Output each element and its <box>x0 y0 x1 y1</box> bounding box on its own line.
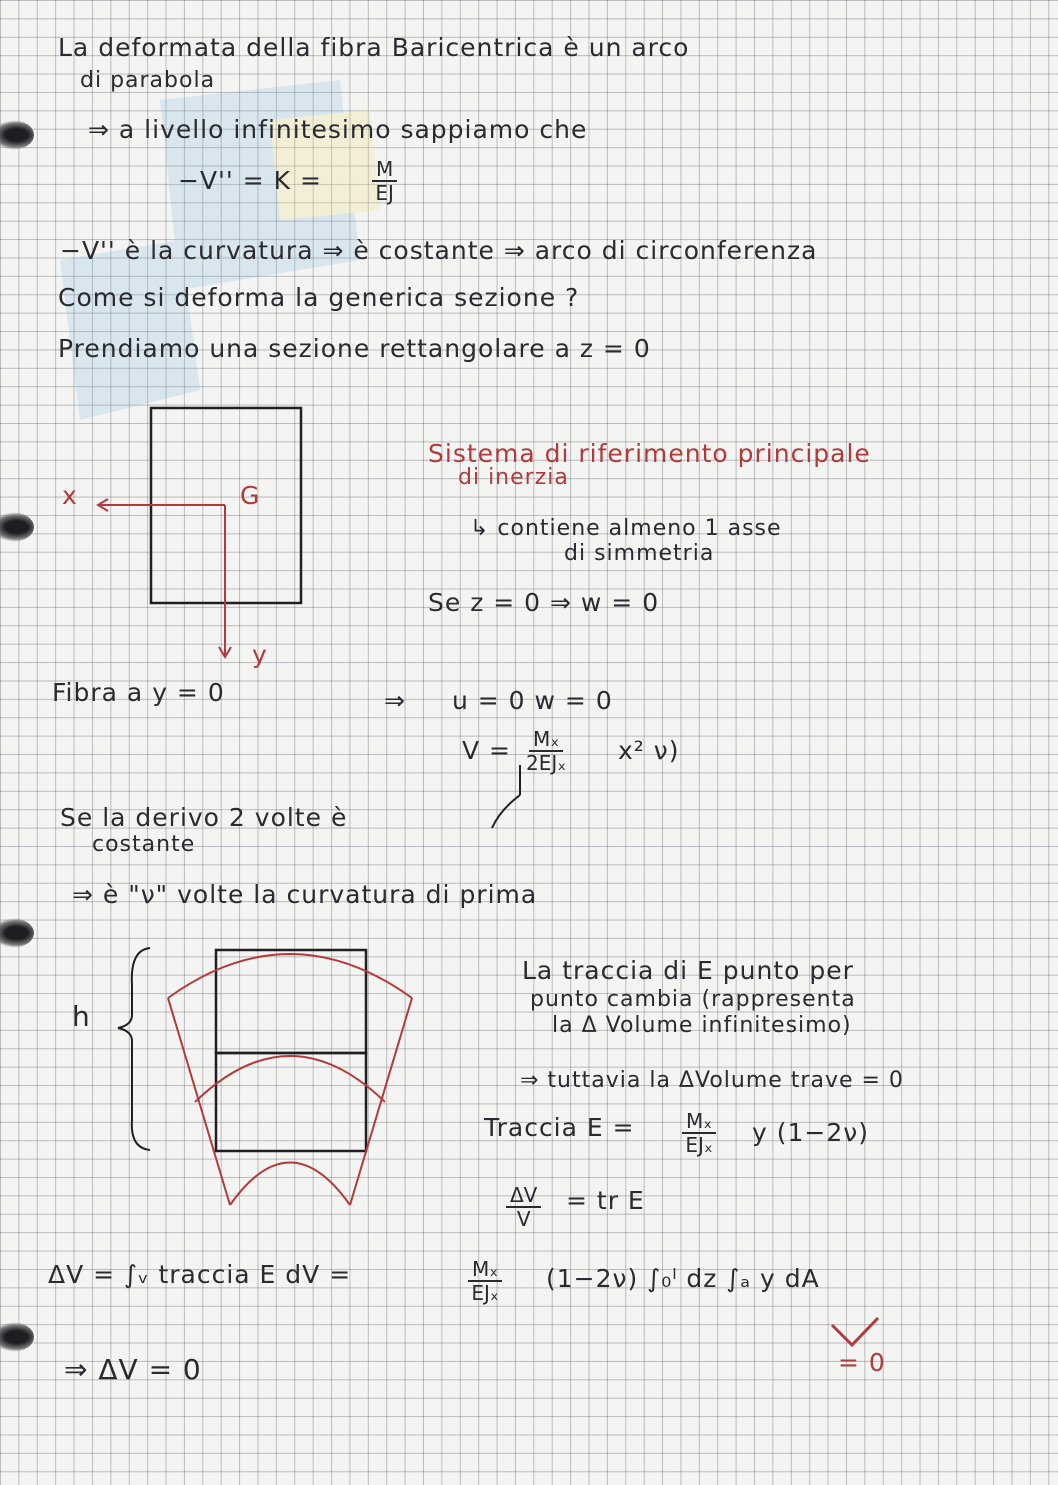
deformed-left-side <box>168 998 230 1205</box>
height-label: h <box>72 1000 91 1033</box>
reference-note-1: Sistema di riferimento principale <box>428 439 871 468</box>
deformed-top-arc <box>168 954 412 998</box>
final-eq-denominator: EJₓ <box>471 1281 499 1305</box>
v-formula-lhs: V = <box>462 736 511 765</box>
final-result: ⇒ ΔV = 0 <box>64 1353 202 1386</box>
x-axis-label: x <box>62 481 78 510</box>
derivative-note-2: costante <box>92 832 196 857</box>
fibra-lhs: Fibra a y = 0 <box>52 678 225 707</box>
trace-lhs: Traccia E = <box>484 1113 635 1142</box>
symmetry-note-2: di simmetria <box>564 541 715 566</box>
height-brace-icon <box>118 948 150 1150</box>
y-axis-label: y <box>252 640 268 669</box>
v-formula-denominator: 2EJₓ <box>526 751 567 775</box>
trace-note-1: La traccia di E punto per <box>522 956 854 985</box>
text-line-2: ⇒ a livello infinitesimo sappiamo che <box>88 115 588 144</box>
trace-note-4: ⇒ tuttavia la ΔVolume trave = 0 <box>520 1068 904 1093</box>
derivative-note-3: ⇒ è "ν" volte la curvatura di prima <box>72 880 538 909</box>
centroid-label: G <box>240 481 261 510</box>
dv-fraction <box>506 1184 541 1230</box>
reference-note-2: di inerzia <box>458 465 569 490</box>
fibra-rhs: u = 0 w = 0 <box>452 686 613 715</box>
derivative-arrow-icon <box>492 795 520 828</box>
beam-segment-bottom <box>216 1053 366 1151</box>
text-line-1b: di parabola <box>80 68 216 93</box>
text-line-6: Prendiamo una sezione rettangolare a z = 0 <box>58 334 651 363</box>
deformed-middle-arc <box>195 1056 385 1102</box>
text-line-1: La deformata della fibra Baricentrica è un arco <box>58 33 690 62</box>
trace-note-3: la Δ Volume infinitesimo) <box>552 1013 852 1038</box>
derivative-note-1: Se la derivo 2 volte è <box>60 803 348 832</box>
trace-numerator: Mₓ <box>682 1110 716 1134</box>
v-formula-fraction <box>526 728 566 774</box>
final-eq-fraction <box>468 1258 502 1304</box>
curvature-numerator: M <box>372 158 397 182</box>
check-mark-icon <box>832 1318 878 1345</box>
fibra-arrow: ⇒ <box>384 686 406 715</box>
symmetry-note-1: ↳ contiene almeno 1 asse <box>470 516 782 541</box>
text-line-4: −V'' è la curvatura ⇒ è costante ⇒ arco di circonferenza <box>60 236 818 265</box>
trace-note-2: punto cambia (rappresenta <box>530 987 856 1012</box>
dv-numerator: ΔV <box>506 1184 541 1208</box>
dv-denominator: V <box>516 1207 531 1231</box>
trace-fraction <box>682 1110 716 1156</box>
text-line-5: Come si deforma la generica sezione ? <box>58 283 580 312</box>
trace-denominator: EJₓ <box>685 1133 713 1157</box>
final-eq-tail: (1−2ν) ∫₀ˡ dz ∫ₐ y dA <box>546 1264 820 1293</box>
z-condition: Se z = 0 ⇒ w = 0 <box>428 588 660 617</box>
final-eq-numerator: Mₓ <box>468 1258 502 1282</box>
dv-tail: = tr E <box>566 1186 645 1215</box>
deformed-bottom-arc <box>230 1163 350 1206</box>
deformed-right-side <box>350 998 412 1205</box>
final-eq-lhs: ΔV = ∫ᵥ traccia E dV = <box>48 1260 352 1289</box>
curvature-denominator: EJ <box>375 181 394 205</box>
v-formula-numerator: Mₓ <box>529 728 563 752</box>
v-formula-tail: x² ν) <box>618 736 680 765</box>
trace-tail: y (1−2ν) <box>752 1118 869 1147</box>
curvature-lhs: −V'' = K = <box>178 166 322 195</box>
beam-segment-top <box>216 950 366 1053</box>
final-zero: = 0 <box>838 1348 886 1377</box>
